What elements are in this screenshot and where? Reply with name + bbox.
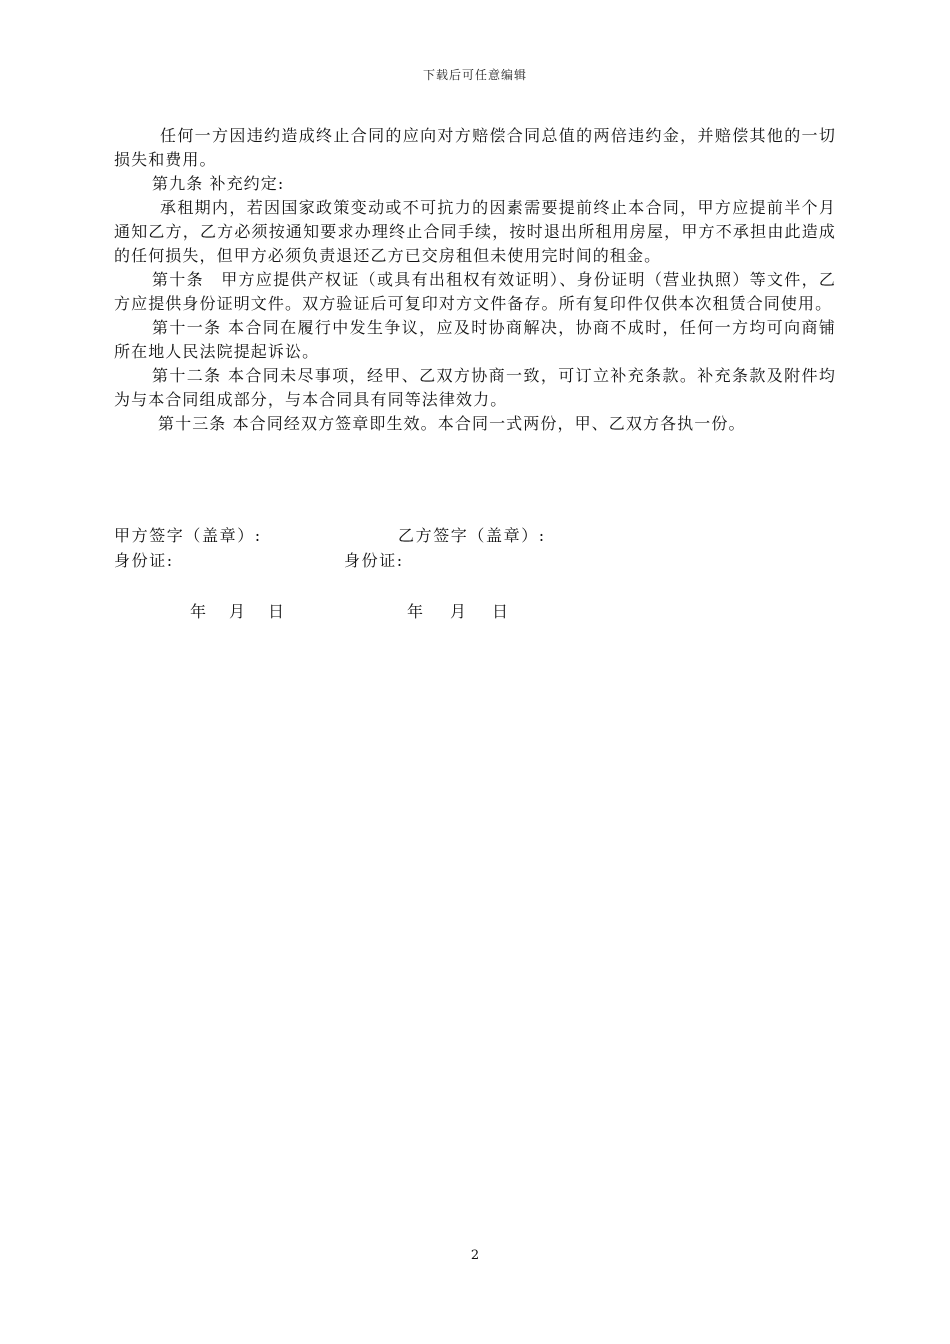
- party-a-date-year: 年: [190, 602, 207, 621]
- party-b-date-year: 年: [407, 602, 424, 621]
- party-b-date-month: 月: [450, 602, 467, 621]
- party-b-date-day: 日: [492, 602, 509, 621]
- party-b-id-label: 身份证:: [344, 551, 404, 570]
- party-a-date-day: 日: [268, 602, 285, 621]
- page-number: 2: [470, 1248, 480, 1263]
- party-a-id-label: 身份证:: [114, 551, 174, 570]
- party-a-signature-label: 甲方签字（盖章）:: [114, 526, 262, 545]
- party-a-date-month: 月: [229, 602, 246, 621]
- clause-9-body: 承租期内，若因国家政策变动或不可抗力的因素需要提前终止本合同，甲方应提前半个月通知乙方，乙方必须按通知要求办理终止合同手续，按时退出所租用房屋，甲方不承担由此造成的任何损失，但甲方必须负责退还乙方已交房租但未使用完时间的租金。: [114, 198, 836, 265]
- clause-9-title: 第九条 补充约定:: [152, 174, 285, 193]
- clause-13: 第十三条 本合同经双方签章即生效。本合同一式两份，甲、乙双方各执一份。: [158, 414, 746, 433]
- contract-body: [114, 124, 836, 436]
- clause-12: 第十二条 本合同未尽事项，经甲、乙双方协商一致，可订立补充条款。补充条款及附件均为与本合同组成部分，与本合同具有同等法律效力。: [114, 366, 836, 409]
- page-header: 下载后可任意编辑: [422, 68, 527, 82]
- clause-11: 第十一条 本合同在履行中发生争议，应及时协商解决，协商不成时，任何一方均可向商铺所在地人民法院提起诉讼。: [114, 318, 836, 361]
- clause-penalty: 任何一方因违约造成终止合同的应向对方赔偿合同总值的两倍违约金，并赔偿其他的一切损失和费用。: [114, 126, 836, 169]
- clause-10: 第十条 甲方应提供产权证（或具有出租权有效证明）、身份证明（营业执照）等文件，乙方应提供身份证明文件。双方验证后可复印对方文件备存。所有复印件仅供本次租赁合同使用。: [114, 270, 836, 313]
- party-b-signature-label: 乙方签字（盖章）:: [398, 526, 546, 545]
